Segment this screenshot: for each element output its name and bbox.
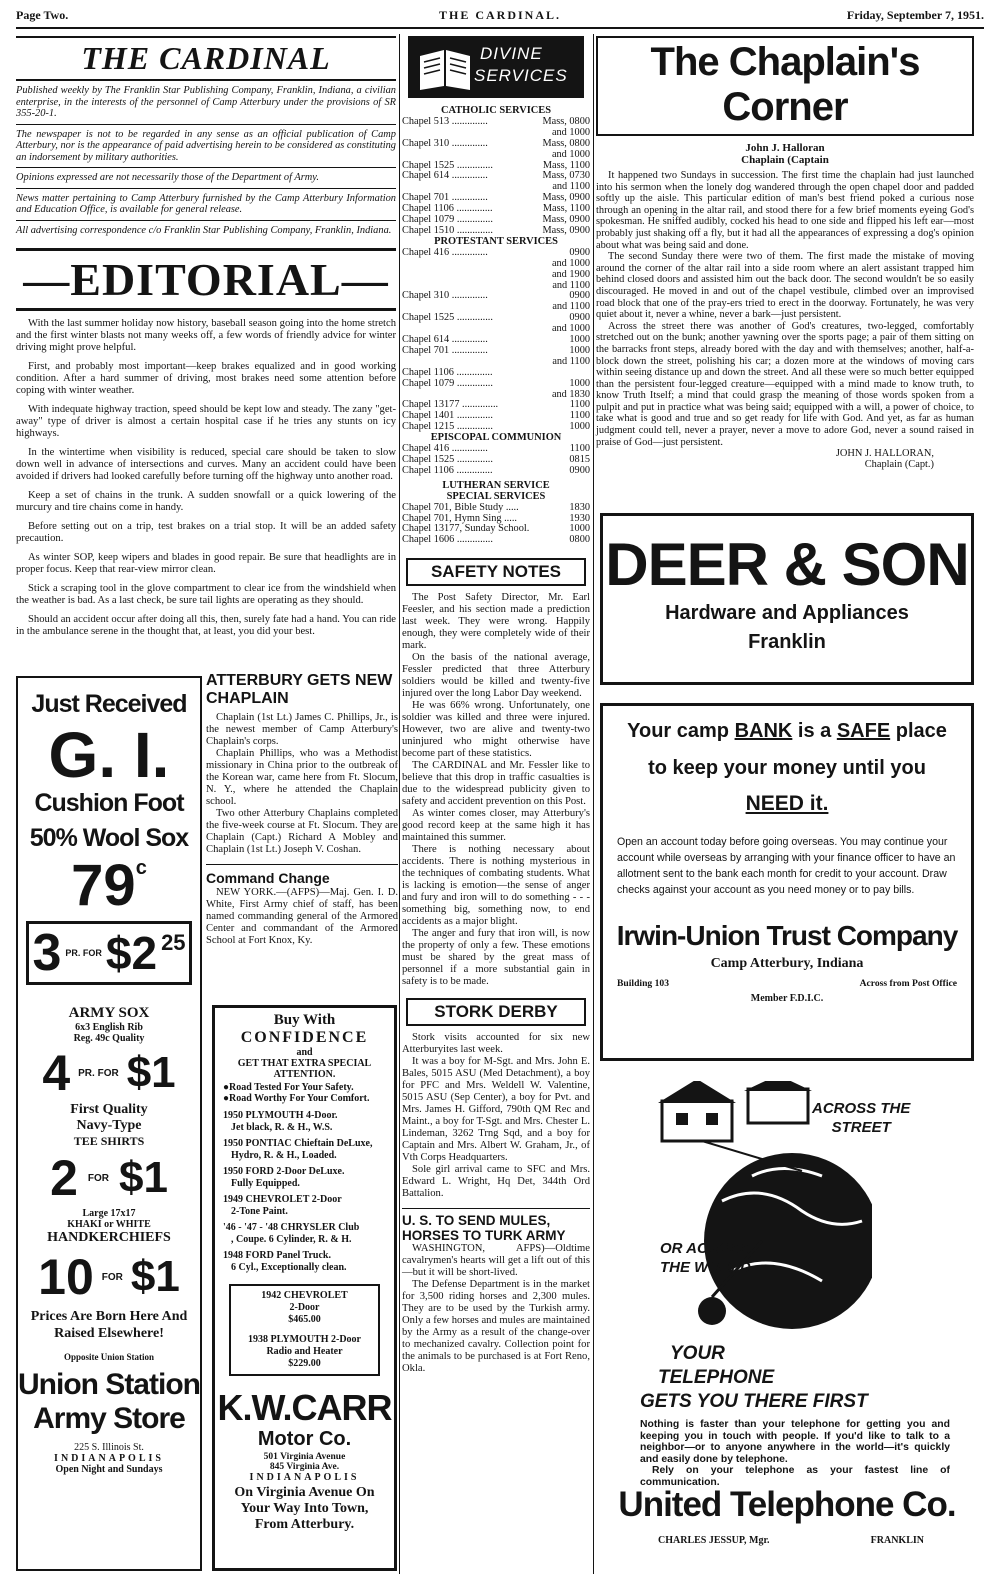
army-sox-label: ARMY SOX	[68, 1005, 150, 1021]
chaplain-body	[596, 170, 974, 448]
service-time: Mass, 1100	[542, 159, 590, 171]
service-chapel: Chapel 614 ..............	[402, 334, 488, 346]
ad-bullet: ●Road Worthy For Your Comfort.	[223, 1093, 370, 1104]
news-release-notice: News matter pertaining to Camp Atterbury furnished by the Camp Atterbury Information and Education Office, is available for general release.	[16, 189, 396, 221]
open-book-icon	[416, 42, 474, 92]
tee-line: First Quality	[70, 1102, 148, 1117]
car-listing: Hydro, R. & H., Loaded.	[231, 1150, 337, 1161]
safety-notes-body	[402, 592, 590, 988]
deer-son-name: DEER & SON	[605, 531, 969, 598]
service-time: 1930	[569, 512, 590, 524]
ad-and: and	[296, 1047, 313, 1058]
deer-son-city: Franklin	[748, 631, 826, 653]
army-store-ad	[16, 676, 202, 1571]
bank-building: Building 103	[617, 978, 669, 989]
bank-body: Open an account today before going overseas. You may continue your account while overseas by arranging with your finance officer to have an allotment sent to the bank each month for credit to your account. Draw checks against your account as you need money or to pay bills.	[617, 836, 956, 896]
service-chapel: Chapel 701 ..............	[402, 344, 488, 356]
protestant-rows	[402, 248, 590, 433]
lutheran-heading: LUTHERAN SERVICE	[442, 479, 550, 491]
dealer-tagline: Your Way Into Town,	[240, 1501, 369, 1516]
service-chapel: Chapel 1525 ..............	[402, 312, 493, 324]
service-time: 0900	[569, 464, 590, 476]
news-paragraph: There is nothing necessary about accidents. There is nothing mysterious in the techniques of combating students. What is lacking is emotion—the sense of anger and fury and iron will to do something - - - something big, something now, to end accidents as a major blight.	[402, 844, 590, 928]
paper-name: THE CARDINAL.	[438, 8, 561, 22]
news-paragraph: The CARDINAL and Mr. Fessler like to believe that this drop in traffic casualties is due to the widespread publicity given to safety and accident prevention on this Post.	[402, 760, 590, 808]
news-paragraph: As winter comes closer, may Atterbury's good record keep at the same high it has maintained this summer.	[402, 808, 590, 844]
service-time: 0815	[569, 454, 590, 465]
episcopal-heading: EPISCOPAL COMMUNION	[430, 432, 562, 444]
cardinal-info-section	[16, 36, 396, 638]
store-slogan: Prices Are Born Here And Raised Elsewhere!	[30, 1309, 188, 1341]
dealer-city: INDIANAPOLIS	[249, 1472, 360, 1483]
store-name: Army Store	[33, 1402, 185, 1435]
car-listing: 1948 FORD Panel Truck.	[223, 1250, 331, 1261]
command-change-body	[206, 887, 398, 947]
safety-notes-headline: SAFETY NOTES	[430, 562, 562, 582]
service-time: and 1000	[551, 126, 590, 138]
dealer-address: 845 Virginia Ave.	[269, 1462, 340, 1472]
service-chapel: Chapel 1106 ..............	[402, 203, 493, 215]
tee-line: TEE SHIRTS	[73, 1134, 145, 1148]
special-car: 2-Door	[289, 1302, 320, 1313]
united-telephone-ad	[600, 1075, 974, 1571]
stork-derby-box	[406, 998, 586, 1026]
mules-body	[402, 1243, 590, 1375]
service-row	[402, 466, 590, 477]
stork-derby-headline: STORK DERBY	[434, 1002, 558, 1022]
car-listings	[215, 1110, 394, 1274]
across-world-caption: OR ACROSS THE WORLD	[660, 1240, 751, 1276]
advertising-notice: All advertising correspondence c/o Franklin Star Publishing Company, Franklin, Indiana.	[16, 224, 392, 236]
price-3-pair-box: 3 PR. FOR $2 25	[26, 921, 192, 985]
service-chapel: Chapel 416 ..............	[402, 246, 488, 258]
editorial-paragraph: Should an accident occur after doing all this, then, surely fate had a hand. You can ride in the ambulance serene in the thought that, at least, you did your best.	[16, 614, 396, 637]
chaplains-corner-section	[596, 36, 974, 470]
special-heading: SPECIAL SERVICES	[446, 490, 546, 502]
bank-headline-2: to keep your money until you	[648, 757, 926, 779]
publisher-notice: Published weekly by The Franklin Star Publishing Company, Franklin, Indiana, a civilian enterprise, in the interests of the personnel of Camp Atterbury under the provisions of SR 355-20-1.	[16, 81, 396, 125]
news-paragraph: Stork visits accounted for six new Atterburyites last week.	[402, 1032, 590, 1056]
car-listing: 1950 FORD 2-Door DeLuxe.	[223, 1166, 345, 1177]
service-time: 0800	[569, 534, 590, 546]
service-row	[402, 270, 590, 281]
banner-services: SERVICES	[474, 66, 568, 85]
service-time: 1000	[569, 334, 590, 346]
car-listing: 1950 PONTIAC Chieftain DeLuxe,	[223, 1138, 373, 1149]
service-time: and 1830	[551, 388, 590, 400]
phone-tag: GETS YOU THERE FIRST	[640, 1391, 868, 1412]
service-time: and 1100	[552, 279, 590, 291]
store-city: INDIANAPOLIS	[54, 1453, 164, 1464]
store-location-note: Opposite Union Station	[63, 1352, 155, 1362]
store-hours: Open Night and Sundays	[55, 1464, 163, 1475]
dealer-tagline: From Atterbury.	[254, 1517, 355, 1532]
news-paragraph: On the basis of the national average, Fessler predicted that three Atterbury soldiers would be killed and twenty-five injured over the long Labor Day weekend.	[402, 652, 590, 700]
telephone-manager: CHARLES JESSUP, Mgr.	[658, 1535, 770, 1546]
editorial-paragraph: With the last summer holiday now history, baseball season going into the home stretch and the first winter blasts not many weeks off, a few words of friendly advice for winter driving might prove helpful.	[16, 318, 396, 353]
stork-derby-body	[402, 1032, 590, 1200]
ad-confidence: CONFIDENCE	[240, 1029, 369, 1046]
column-divider	[593, 34, 594, 1574]
army-sox-detail: 6x3 English Rib	[75, 1022, 143, 1033]
service-row	[402, 259, 590, 270]
special-cars-box	[229, 1284, 380, 1376]
mules-headline: U. S. TO SEND MULES, HORSES TO TURK ARMY	[402, 1213, 566, 1244]
protestant-heading: PROTESTANT SERVICES	[434, 235, 558, 247]
service-time: and 1000	[551, 323, 590, 335]
phone-body: Nothing is faster than your telephone for getting you and keeping you in touch with people. If you'd like to talk to a neighbor—or to anyone anywhere in the world—it's quickly and easily done by telephone. Rely on your telephone as your fastest line of communication.	[640, 1419, 950, 1488]
header-rule	[16, 27, 984, 29]
army-sox-detail: Reg. 49c Quality	[73, 1033, 145, 1044]
editorial-body	[16, 318, 396, 638]
service-time: 1000	[569, 523, 590, 535]
service-chapel: Chapel 1401 ..............	[402, 410, 493, 422]
service-chapel: Chapel 701, Bible Study .....	[402, 501, 519, 513]
service-time: and 1100	[552, 301, 590, 313]
column-divider	[399, 34, 400, 1574]
service-chapel: Chapel 1106 ..............	[402, 366, 493, 378]
deer-son-line: Hardware and Appliances	[665, 602, 909, 624]
deer-son-ad	[600, 513, 974, 685]
episcopal-rows	[402, 444, 590, 477]
ad-buy: Buy With	[273, 1012, 336, 1028]
price-79: 79c	[71, 853, 147, 918]
chaplain-paragraph: Across the street there was another of God's creatures, two-legged, comfortably stretched out on the bunk; another yawning over the sports page; a pair of them sitting on the barracks front steps, already bored with the day and with themselves; another, half-a-block down the street, polishing his car; a dozen more at the windows of moving cars within seeing distance up and down the street. And all these were so much better equipped than the persistent four-legged creature—equipped with a mind made to know truth, to know Truth Itself; a mind that could grasp the meaning of those words spoken from a pulpit and put in practice what was being said; equipped with a will, a power of choice, to take what is good and true and so get ready for life with God. And yet, as far as human judgment could tell, never a prayer, never a move to adore God, never a sound raised in praise of God—just persistent.	[596, 320, 974, 448]
bank-headline-1: Your camp BANK is a SAFE place	[627, 720, 947, 742]
price-2-for: 2 FOR $1	[50, 1150, 168, 1206]
service-row	[402, 535, 590, 546]
mules-story	[402, 1208, 590, 1375]
special-car-price: $229.00	[288, 1358, 321, 1369]
news-column	[206, 672, 398, 947]
phone-tag: TELEPHONE	[658, 1367, 775, 1388]
command-change-headline: Command Change	[206, 870, 330, 886]
service-time: Mass, 0900	[542, 224, 590, 236]
service-chapel: Chapel 513 ..............	[402, 115, 488, 127]
service-time: 1100	[569, 443, 590, 455]
service-schedule	[402, 106, 590, 546]
news-paragraph: The anger and fury that iron will, is now the property of only a few. These emotions must be shared by the great mass of personnel if a more substantial gain in safety is to be made.	[402, 928, 590, 988]
service-time: Mass, 0800	[542, 137, 590, 149]
service-chapel: Chapel 310 ..............	[402, 290, 488, 302]
chaplain-news-headline: ATTERBURY GETS NEW CHAPLAIN	[206, 672, 393, 707]
irwin-union-bank-ad	[600, 703, 974, 1061]
bank-member: Member F.D.I.C.	[750, 993, 824, 1004]
service-time: Mass, 0900	[542, 192, 590, 204]
ad-cushion-foot: Cushion Foot	[34, 789, 184, 817]
opinion-disclaimer: Opinions expressed are not necessarily those of the Department of Army.	[16, 168, 396, 189]
service-row	[402, 379, 590, 390]
safety-notes-box	[406, 558, 586, 586]
service-time: Mass, 0900	[542, 214, 590, 226]
hankie-detail: KHAKI or WHITE	[67, 1219, 151, 1230]
service-chapel: Chapel 1079 ..............	[402, 214, 493, 226]
services-column	[402, 36, 590, 1375]
chaplain-paragraph: It happened two Sundays in succession. The first time the chaplain had just launched into his sermon when the lonely dog wandered through the open chapel door and padded softly up the aisle. This particular edition of man's best friend poked a curious nose through an opening in the altar rail, and stood there for a few brief moments eyeing God's spokesman. He sniffed audibly, cocked his head to one side and flipped his left ear—most probably just shaking off a fly, but it had all the appearances of expressing a dog's opinion about what was being said and done.	[596, 170, 974, 251]
telephone-company-name: United Telephone Co.	[618, 1485, 956, 1524]
service-time: 0900	[569, 246, 590, 258]
service-chapel: Chapel 1079 ..............	[402, 377, 493, 389]
car-listing: 1950 PLYMOUTH 4-Door.	[223, 1110, 338, 1121]
ad-wool-sox: 50% Wool Sox	[29, 824, 189, 852]
store-name: Union Station	[18, 1368, 200, 1401]
banner-divine: DIVINE	[480, 44, 543, 63]
chaplain-author: John J. Halloran	[745, 142, 825, 154]
car-listing: , Coupe. 6 Cylinder, R. & H.	[231, 1234, 352, 1245]
bank-headline-3: NEED it.	[745, 792, 829, 815]
ad-headline: Just Received	[31, 690, 187, 718]
service-time: Mass, 1100	[542, 203, 590, 215]
service-chapel: Chapel 416 ..............	[402, 443, 488, 455]
catholic-rows	[402, 117, 590, 237]
news-paragraph: The Post Safety Director, Mr. Earl Feesler, and his section made a prediction last week. They were wrong. Happily enough, they were completely wide of their mark.	[402, 592, 590, 652]
service-row	[402, 150, 590, 161]
dealer-tagline: On Virginia Avenue On	[234, 1485, 375, 1500]
service-time: and 1000	[551, 257, 590, 269]
service-chapel: Chapel 13177 ..............	[402, 399, 499, 411]
price-10-for: 10 FOR $1	[38, 1249, 180, 1305]
divine-services-banner	[408, 36, 584, 98]
issue-date: Friday, September 7, 1951.	[846, 8, 984, 22]
dealer-address: 501 Virginia Avenue	[263, 1452, 346, 1462]
across-street-caption: ACROSS THE STREET	[812, 1100, 911, 1136]
service-time: 1000	[569, 344, 590, 356]
service-time: Mass, 0730	[542, 170, 590, 182]
bank-address-row	[603, 978, 971, 989]
cardinal-title: THE CARDINAL	[16, 36, 396, 81]
service-time: 0900	[569, 312, 590, 324]
dealer-name: K.W.CARR	[217, 1387, 392, 1428]
special-car: 1942 CHEVROLET	[261, 1290, 348, 1301]
editorial-paragraph: Keep a set of chains in the trunk. A sudden snowfall or a quick lowering of the murcury and tire chains come in handy.	[16, 490, 396, 513]
ad-extra: GET THAT EXTRA SPECIAL ATTENTION.	[237, 1058, 372, 1080]
service-time: Mass, 0800	[542, 115, 590, 127]
editorial-paragraph: As winter SOP, keep wipers and blades in good repair. Be sure that headlights are in proper focus. Keep that rear-view mirror clean.	[16, 552, 396, 575]
store-address: 225 S. Illinois St.	[74, 1442, 144, 1453]
service-time: and 1100	[552, 355, 590, 367]
service-time: 1100	[569, 410, 590, 422]
service-time: 1000	[569, 421, 590, 433]
bank-across: Across from Post Office	[859, 978, 957, 989]
command-change-story	[206, 864, 398, 947]
ad-bullet: ●Road Tested For Your Safety.	[223, 1082, 354, 1093]
official-disclaimer: The newspaper is not to be regarded in any sense as an official publication of Camp Atterbury, nor is the appearance of paid advertising herein to be considered as constituting an indorsement by military authorities.	[16, 125, 396, 169]
lutheran-rows	[402, 503, 590, 547]
chaplain-news-body	[206, 712, 398, 856]
editorial-paragraph: In the wintertime when visibility is reduced, special care should be taken to slow down well in advance of intersections and curves. Many an accident could have been avoided if drivers had looked carefully before turning off the highway unto another road.	[16, 447, 396, 482]
page-number: Page Two.	[16, 8, 69, 22]
chaplain-signature-rank: Chaplain (Capt.)	[864, 459, 934, 471]
editorial-paragraph: With indequate highway traction, speed should be kept low and steady. The zany "get-away" type of driver is almost a certain hospital case if he tries any stunts on icy highways.	[16, 404, 396, 439]
service-time: and 1100	[552, 181, 590, 193]
bank-name: Irwin-Union Trust Company	[616, 920, 958, 951]
special-car: Radio and Heater	[266, 1346, 343, 1357]
news-paragraph: It was a boy for M-Sgt. and Mrs. John E. Bales, 5015 ASU (Med Detachment), a boy for PFC and Mrs. Weldell W. Valentine, 5015 ASU (Sep Center), a boy for Pvt. and Mrs. James H. Gifford, 790th QM Rec and Maint., a boy for T-Sgt. and Mrs. Chester L. Lindeman, 3262 Trng Sqd, and a boy for Captain and Mrs. Albert W. Graham, Jr., of Vth Corps Headquarters.	[402, 1056, 590, 1164]
service-chapel: Chapel 701 ..............	[402, 192, 488, 204]
page-header	[16, 6, 984, 24]
editorial-paragraph: Stick a scraping tool in the glove compartment to clear ice from the windshield when the weather is bad. As a last check, be sure tail lights are operating as they should.	[16, 583, 396, 606]
service-chapel: Chapel 614 ..............	[402, 170, 488, 182]
catholic-heading: CATHOLIC SERVICES	[440, 105, 551, 116]
service-chapel: Chapel 1525 ..............	[402, 454, 493, 465]
service-time: 1100	[569, 399, 590, 411]
news-paragraph: Chaplain (1st Lt.) James C. Phillips, Jr., is the newest member of Camp Atterbury's Chaplain's corps.	[206, 712, 398, 747]
news-paragraph: WASHINGTON, AFPS)—Oldtime cavalrymen's hearts will get a lift out of this—but it will be short-lived.	[402, 1243, 590, 1279]
service-chapel: Chapel 1510 ..............	[402, 224, 493, 236]
service-chapel: Chapel 1106 ..............	[402, 464, 493, 476]
bank-location: Camp Atterbury, Indiana	[710, 956, 864, 971]
editorial-paragraph: Before setting out on a trip, test brakes on a trial stop. It will be an added safety precaution.	[16, 521, 396, 544]
telephone-city: FRANKLIN	[870, 1535, 924, 1546]
news-paragraph: The Defense Department is in the market for 3,500 riding horses and 2,300 mules. They are to be used by the Turkish army. Only a few horses and mules are maintained by the Army as a result of the change-over to mechanized cavalry. Collection point for the animals to be purchased is at Fort Reno, Okla.	[402, 1279, 590, 1375]
tee-line: Navy-Type	[76, 1118, 142, 1133]
news-paragraph: Chaplain Phillips, who was a Methodist missionary in China prior to the outbreak of the Korean war, came here from Ft. Slocum, N. Y., where he attended the Chaplain school.	[206, 748, 398, 807]
service-chapel: Chapel 13177, Sunday School.	[402, 523, 530, 535]
car-listing: Jet black, R. & H., W.S.	[231, 1122, 333, 1133]
service-time: 1830	[569, 501, 590, 513]
chaplain-paragraph: The second Sunday there were two of them. The first made the mistake of moving around the corner of the altar rail into a side room where an alert assistant trapped him behind closed doors and assisted him out the back door. The second wouldn't be so easily discouraged. He moved in and out of the chapel vestibule, climbed over an improvised road block that one of the pray-ers tried to erect in the doorway. Fortunately, he was very quiet about it, never a whine, never a bark—just persistent.	[596, 251, 974, 321]
special-car: 1938 PLYMOUTH 2-Door	[248, 1334, 361, 1345]
service-time: and 1900	[551, 268, 590, 280]
news-paragraph: Sole girl arrival came to SFC and Mrs. Edward L. Wright, Hq Det, 344th Ord Battalion.	[402, 1164, 590, 1200]
service-chapel: Chapel 701, Hymn Sing .....	[402, 512, 517, 524]
chaplain-signature: JOHN J. HALLORAN,	[835, 448, 934, 460]
price-4-pair: 4 PR. FOR $1	[42, 1045, 176, 1101]
ad-gi: G. I.	[48, 719, 170, 791]
service-chapel: Chapel 310 ..............	[402, 137, 488, 149]
chaplain-rank: Chaplain (Captain	[741, 154, 829, 166]
service-row	[402, 503, 590, 514]
car-listing: '46 - '47 - '48 CHRYSLER Club	[223, 1222, 360, 1233]
car-listing: 6 Cyl., Exceptionally clean.	[231, 1262, 347, 1273]
service-row	[402, 139, 590, 150]
news-paragraph: NEW YORK.—(AFPS)—Maj. Gen. I. D. White, First Army chief of staff, has been named commanding general of the Armored Center and commandant of the Armored School at Fort Knox, Ky.	[206, 887, 398, 946]
kw-carr-ad	[212, 1005, 397, 1571]
service-chapel: Chapel 1215 ..............	[402, 421, 493, 433]
service-time: and 1000	[551, 148, 590, 160]
hankie-detail: Large 17x17	[82, 1208, 136, 1219]
service-chapel: Chapel 1606 ..............	[402, 534, 493, 546]
hankie-label: HANDKERCHIEFS	[47, 1230, 171, 1245]
chaplains-corner-title: The Chaplain's Corner	[596, 36, 974, 136]
editorial-paragraph: First, and probably most important—keep brakes equalized and in good working condition. After a hard summer of driving, most brakes need some attention before coping with winter weather.	[16, 361, 396, 396]
car-listing: 1949 CHEVROLET 2-Door	[223, 1194, 342, 1205]
car-listing: Fully Equipped.	[231, 1178, 300, 1189]
phone-tag: YOUR	[670, 1343, 725, 1364]
dealer-motor: Motor Co.	[257, 1428, 352, 1450]
car-listing: 2-Tone Paint.	[231, 1206, 288, 1217]
editorial-title: —EDITORIAL—	[16, 248, 396, 311]
service-chapel: Chapel 1525 ..............	[402, 159, 493, 171]
service-time: 0900	[569, 290, 590, 302]
news-paragraph: Two other Atterbury Chaplains completed the five-week course at Ft. Slocum. They are Chaplain (Capt.) Richard A Mobley and Chaplain (1st Lt.) Joseph V. Coshan.	[206, 808, 398, 855]
special-car-price: $465.00	[288, 1314, 321, 1325]
news-paragraph: He was 66% wrong. Unfortunately, one soldier was killed and three were injured. However, two are alive and twenty-two uninjured who might otherwise have become part of these statistics.	[402, 700, 590, 760]
service-time: 1000	[569, 377, 590, 389]
